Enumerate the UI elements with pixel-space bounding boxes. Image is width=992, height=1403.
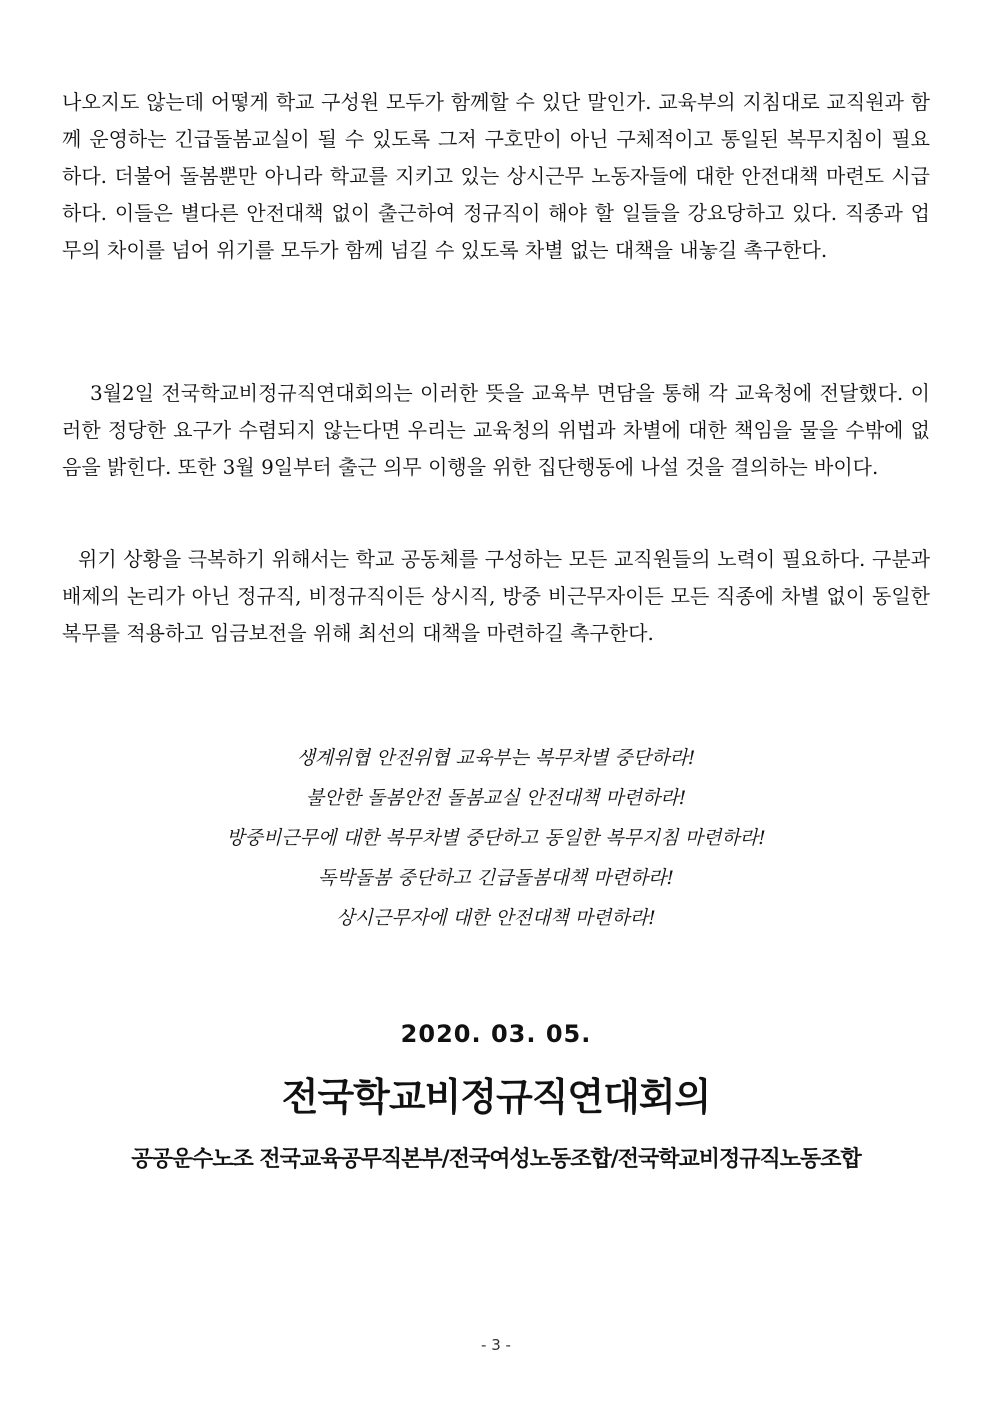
slogan: 생계위협 안전위협 교육부는 복무차별 중단하라! <box>296 747 696 769</box>
signature-date: 2020. 03. 05. <box>400 1020 592 1048</box>
signature-organization: 전국학교비정규직연대회의 <box>281 1075 711 1119</box>
page-number: - 3 - <box>481 1336 511 1354</box>
body-paragraph: 나오지도 않는데 어떻게 학교 구성원 모두가 함께할 수 있단 말인가. 교육부의 지침대로 교직원과 함께 운영하는 긴급돌봄교실이 될 수 있도록 그저 구호만이 아닌 구체적이고 통일된 복무지침이 필요하다. 더불어 돌봄뿐만 아니라 학교를 지키고 있는 상시근무 노동자들에 대한 안전대책 마련도 시급하다. 이들은 별다른 안전대책 없이 출근하여 정규직이 해야 할 일들을 강요당하고 있다. 직종과 업무의 차이를 넘어 위기를 모두가 함께 넘길 수 있도록 차별 없는 대책을 내놓길 촉구한다. <box>62 90 930 262</box>
body-paragraph: 3월2일 전국학교비정규직연대회의는 이러한 뜻을 교육부 면담을 통해 각 교육청에 전달했다. 이러한 정당한 요구가 수렴되지 않는다면 우리는 교육청의 위법과 차별에 대한 책임을 물을 수밖에 없음을 밝힌다. 또한 3월 9일부터 출근 의무 이행을 위한 집단행동에 나설 것을 결의하는 바이다. <box>62 381 930 479</box>
slogan: 상시근무자에 대한 안전대책 마련하라! <box>336 907 656 929</box>
signature-members: 공공운수노조 전국교육공무직본부/전국여성노동조합/전국학교비정규직노동조합 <box>131 1147 861 1172</box>
slogan: 불안한 돌봄안전 돌봄교실 안전대책 마련하라! <box>305 787 687 809</box>
slogan-list <box>62 738 930 938</box>
body-paragraph: 위기 상황을 극복하기 위해서는 학교 공동체를 구성하는 모든 교직원들의 노력이 필요하다. 구분과 배제의 논리가 아닌 정규직, 비정규직이든 상시직, 방중 비근무자이든 모든 직종에 차별 없이 동일한 복무를 적용하고 임금보전을 위해 최선의 대책을 마련하길 촉구한다. <box>62 547 930 645</box>
slogan: 독박돌봄 중단하고 긴급돌봄대책 마련하라! <box>317 867 675 889</box>
slogan: 방중비근무에 대한 복무차별 중단하고 동일한 복무지침 마련하라! <box>226 827 766 849</box>
